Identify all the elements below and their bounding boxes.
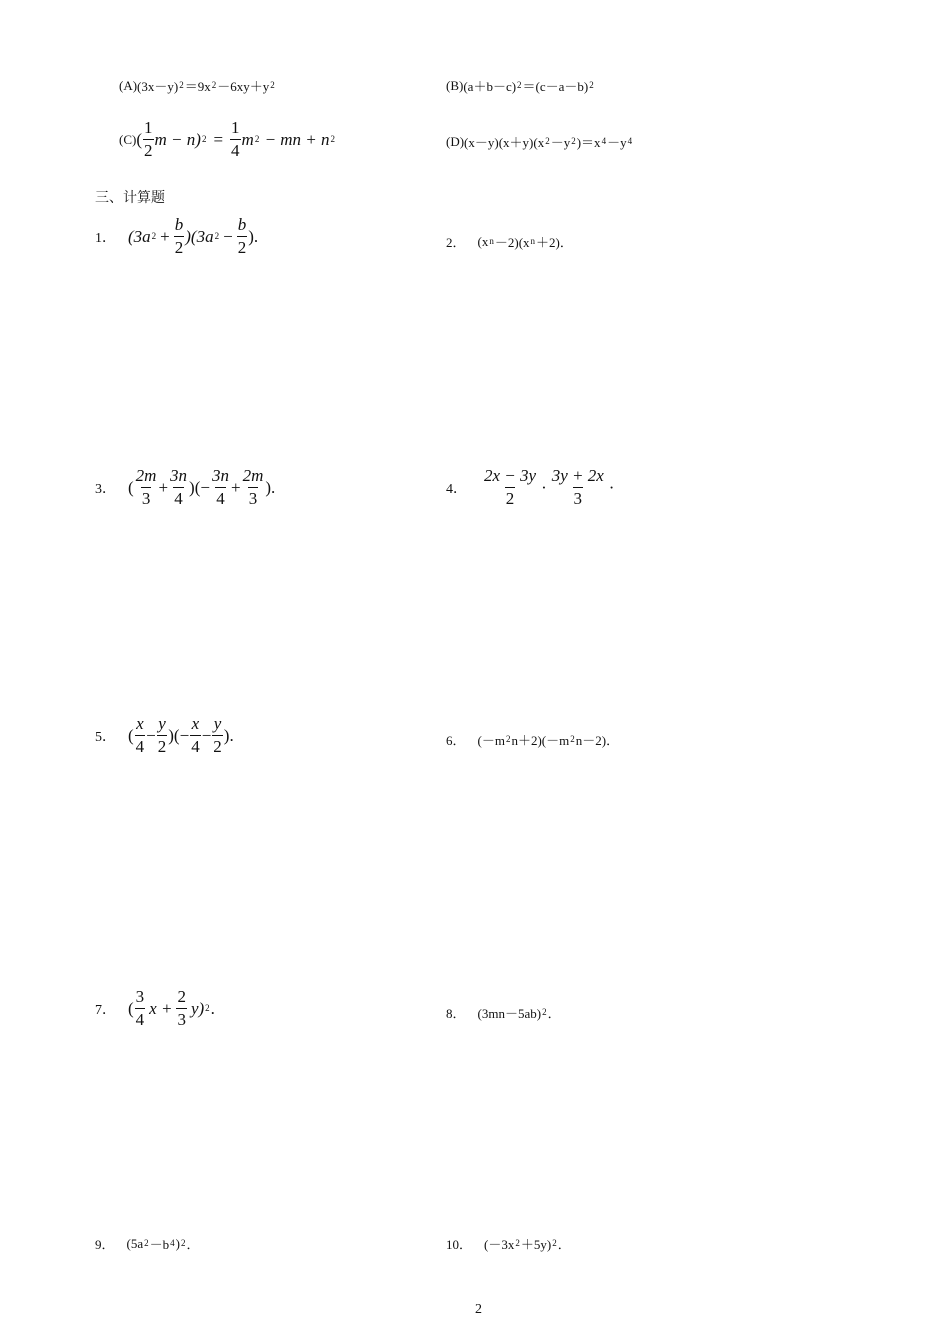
fraction: $\frac{3n}{4}$	[211, 466, 229, 508]
option-b: (B) (a＋b－c) 2 ＝(c－a－b) 2	[446, 77, 594, 94]
problem-6: 6． (－m 2 n＋2)(－m 2 n－2)．	[446, 730, 619, 749]
problem-number: 1．	[95, 230, 116, 246]
problem-4: 4． $\frac{2x - 3y}{2}$ · $\frac{3y + 2x}{3}$ ·	[446, 466, 615, 508]
problem-number: 6．	[446, 733, 466, 748]
fraction: $\frac{x}{4}$	[135, 714, 145, 756]
fraction: $\frac{y}{2}$	[157, 714, 167, 756]
problem-number: 8．	[446, 1006, 466, 1021]
fraction: $\frac{2x - 3y}{2}$	[484, 466, 537, 508]
problem-number: 10．	[446, 1237, 473, 1252]
section-title: 三、计算题	[95, 190, 165, 206]
option-a-label: (A)	[119, 77, 138, 93]
option-d: (D) (x－y)(x＋y)(x 2 －y 2 )＝x 4 －y 4	[446, 133, 633, 150]
fraction: $\frac{3n}{4}$	[170, 466, 188, 508]
page-number: 2	[475, 1302, 482, 1317]
option-a: (A) (3x－y) 2 ＝9x 2 －6xy＋y 2	[119, 77, 275, 94]
fraction: $\frac{2}{3}$	[177, 987, 186, 1029]
problem-number: 7．	[95, 1002, 116, 1018]
problem-8: 8． (3mn－5ab) 2 ．	[446, 1003, 561, 1022]
fraction: $\frac{1}{4}$	[231, 118, 240, 160]
fraction: $\frac{3}{4}$	[135, 987, 145, 1029]
problem-2: 2． (x n －2)(x n ＋2)．	[446, 233, 573, 250]
fraction: $\frac{b}{2}$	[237, 215, 247, 257]
fraction: $\frac{3y + 2x}{3}$	[551, 466, 604, 508]
fraction: $\frac{x}{4}$	[191, 714, 200, 756]
problem-number: 9．	[95, 1237, 115, 1252]
problem-number: 5．	[95, 729, 116, 745]
problem-number: 4．	[446, 481, 467, 497]
option-b-label: (B)	[446, 77, 464, 93]
problem-number: 3．	[95, 481, 116, 497]
problem-number: 2．	[446, 235, 466, 250]
problem-10: 10． (－3x 2 ＋5y) 2 ．	[446, 1234, 571, 1253]
fraction: $\frac{1}{2}$	[144, 118, 153, 160]
option-c-label: (C)	[119, 131, 137, 147]
option-d-label: (D)	[446, 133, 465, 149]
problem-3: 3． ( $\frac{2m}{3}$ + $\frac{3n}{4}$ )(− $\frac{3n}{4}$ + $\frac{2m}{3}$ ).	[95, 466, 276, 508]
fraction: $\frac{2m}{3}$	[135, 466, 157, 508]
fraction: $\frac{y}{2}$	[213, 714, 222, 756]
problem-7: 7． ( $\frac{3}{4}$ x + $\frac{2}{3}$ y) 2 .	[95, 987, 215, 1029]
fraction: $\frac{b}{2}$	[174, 215, 184, 257]
problem-9: 9． (5a 2 －b 4 ) 2 ．	[95, 1235, 200, 1252]
problem-5: 5． ( $\frac{x}{4}$ − $\frac{y}{2}$ )(− $\frac{x}{4}$ − $\frac{y}{2}$ ).	[95, 714, 234, 756]
fraction: $\frac{2m}{3}$	[242, 466, 264, 508]
problem-1: 1． (3a 2 + $\frac{b}{2}$ )(3a 2 − $\frac{b}{2}$ ).	[95, 215, 259, 257]
option-c: (C) ( $\frac{1}{2}$ m − n) 2 = $\frac{1}{4}$ m 2 − mn + n 2	[119, 118, 336, 160]
